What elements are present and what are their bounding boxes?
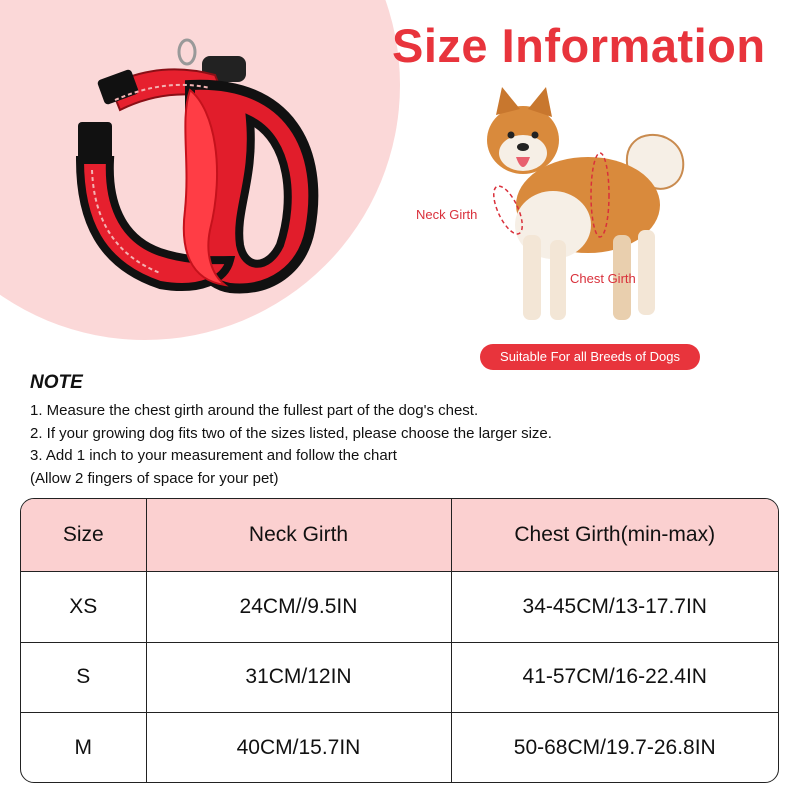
breeds-badge: Suitable For all Breeds of Dogs bbox=[480, 344, 700, 370]
neck-girth-label: Neck Girth bbox=[416, 207, 478, 222]
cell-size: S bbox=[21, 642, 146, 713]
cell-neck: 31CM/12IN bbox=[146, 642, 451, 713]
size-table bbox=[20, 498, 779, 783]
header-chest-girth: Chest Girth(min-max) bbox=[451, 499, 778, 572]
cell-chest: 50-68CM/19.7-26.8IN bbox=[513, 735, 716, 759]
note-list bbox=[30, 400, 552, 490]
note-line: (Allow 2 fingers of space for your pet) bbox=[30, 469, 279, 487]
page-title: Size Information bbox=[392, 19, 766, 72]
harness-image bbox=[40, 30, 360, 310]
cell-size: XS bbox=[21, 572, 146, 643]
note-line: 2. If your growing dog fits two of the sizes listed, please choose the larger size. bbox=[30, 424, 552, 442]
table-row bbox=[21, 713, 778, 782]
cell-neck: 40CM/15.7IN bbox=[146, 713, 451, 782]
table-header-row bbox=[21, 499, 778, 572]
cell-neck: 24CM//9.5IN bbox=[146, 572, 451, 643]
header-size: Size bbox=[21, 499, 146, 572]
chest-girth-label: Chest Girth bbox=[570, 271, 636, 286]
note-line: 3. Add 1 inch to your measurement and follow the chart bbox=[30, 447, 397, 464]
cell-size: M bbox=[21, 713, 146, 782]
note-line: 1. Measure the chest girth around the fullest part of the dog's chest. bbox=[30, 402, 479, 419]
cell-chest: 34-45CM/13-17.7IN bbox=[451, 572, 778, 643]
table-row bbox=[21, 642, 778, 713]
note-title: NOTE bbox=[30, 372, 83, 393]
cell-chest: 41-57CM/16-22.4IN bbox=[451, 642, 778, 713]
table-row bbox=[21, 572, 778, 643]
header-neck-girth: Neck Girth bbox=[146, 499, 451, 572]
dog-illustration bbox=[478, 85, 698, 335]
